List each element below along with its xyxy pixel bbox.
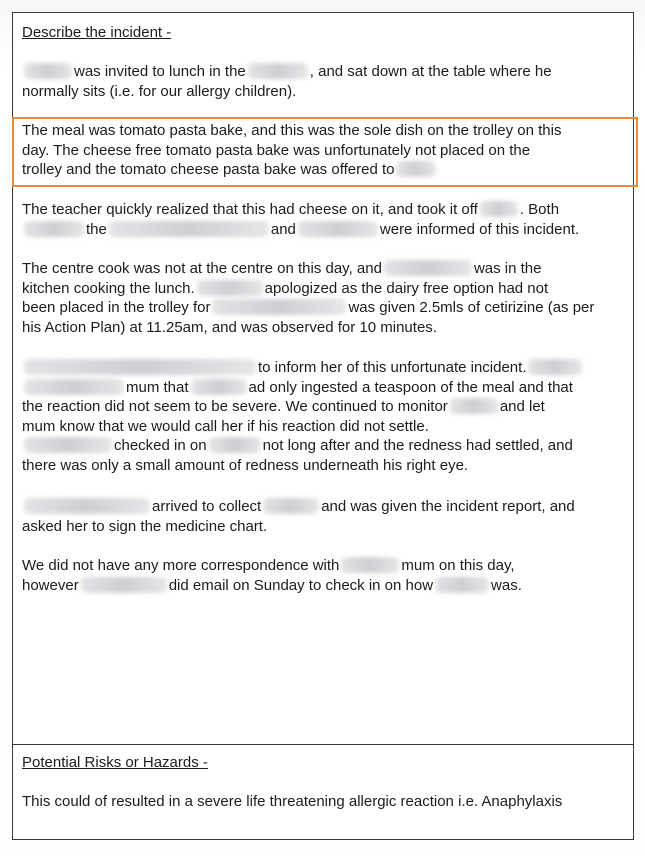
- text-segment: day. The cheese free tomato pasta bake was unfortunately not placed on the: [22, 141, 531, 159]
- text-segment: arrived to collect: [152, 498, 262, 515]
- redaction-blur: [24, 498, 150, 514]
- redaction-blur: [450, 398, 498, 414]
- text-line: [22, 378, 626, 398]
- text-segment: , and sat down at the table where he: [309, 63, 552, 80]
- text-segment: not long after and the redness had settled, and: [262, 437, 573, 454]
- text-segment: and let: [499, 398, 545, 415]
- redaction-blur: [109, 221, 269, 237]
- redaction-blur: [209, 437, 261, 453]
- redaction-blur: [191, 379, 247, 395]
- text-line: [22, 497, 626, 517]
- text-line: [22, 259, 626, 279]
- text-segment: to inform her of this unfortunate incident.: [258, 359, 527, 376]
- redaction-blur: [24, 379, 124, 395]
- highlight-annotation-box: [12, 117, 638, 187]
- redaction-blur: [341, 557, 399, 573]
- text-segment: did email on Sunday to check in on how: [168, 576, 434, 594]
- redaction-blur: [248, 63, 308, 79]
- text-line: [22, 279, 626, 299]
- text-line: [22, 576, 626, 596]
- text-segment: normally sits (i.e. for our allergy children).: [22, 82, 297, 100]
- paragraph-parent-contact: [22, 358, 626, 475]
- redaction-blur: [81, 577, 167, 593]
- text-segment: The teacher quickly realized that this had cheese on it, and took it off: [22, 201, 478, 218]
- text-segment: his Action Plan) at 11.25am, and was observed for 10 minutes.: [22, 318, 437, 336]
- paragraph-risk-statement: [22, 792, 626, 812]
- redaction-blur: [263, 498, 319, 514]
- text-segment: been placed in the trolley for: [22, 299, 211, 316]
- paragraph-collection: [22, 497, 626, 536]
- text-segment: . Both: [519, 201, 560, 218]
- text-segment: were informed of this incident.: [379, 220, 580, 238]
- text-segment: however: [22, 576, 79, 594]
- text-segment: the reaction did not seem to be severe. We continued to monitor: [22, 398, 448, 415]
- text-line: [22, 556, 626, 576]
- text-line: [22, 436, 626, 456]
- text-segment: was invited to lunch in the: [74, 63, 246, 80]
- text-segment: apologized as the dairy free option had not: [264, 279, 549, 297]
- paragraph-centre-cook: [22, 259, 626, 337]
- redaction-blur: [24, 221, 84, 237]
- text-segment: was.: [491, 576, 522, 594]
- text-line: [22, 517, 626, 537]
- redaction-blur: [435, 577, 489, 593]
- redaction-blur: [24, 437, 112, 453]
- text-segment: trolley and the tomato cheese pasta bake was offered to: [22, 161, 395, 178]
- text-line: [22, 397, 626, 417]
- text-segment: kitchen cooking the lunch.: [22, 279, 195, 297]
- text-line: [22, 792, 626, 812]
- text-line: [22, 417, 626, 437]
- text-segment: mum that: [126, 378, 189, 396]
- text-line: [22, 82, 626, 102]
- text-line: [22, 456, 626, 476]
- text-segment: and was given the incident report, and: [321, 498, 575, 515]
- text-line: [22, 62, 626, 82]
- paragraph-lunch-invite: [22, 62, 626, 101]
- text-line: [22, 220, 626, 240]
- text-segment: mum know that we would call her if his reaction did not settle.: [22, 417, 429, 435]
- text-segment: was given 2.5mls of cetirizine (as per: [348, 299, 595, 316]
- text-segment: there was only a small amount of redness underneath his right eye.: [22, 456, 469, 474]
- redaction-blur: [212, 299, 346, 315]
- text-segment: and: [270, 220, 296, 238]
- redaction-blur: [24, 63, 72, 79]
- text-line: [22, 200, 626, 220]
- section-divider: [12, 744, 634, 745]
- text-segment: The centre cook was not at the centre on this day, and: [22, 260, 382, 277]
- redaction-blur: [384, 260, 472, 276]
- redaction-blur: [480, 201, 518, 217]
- section-heading-describe-incident: Describe the incident -: [22, 24, 172, 41]
- redaction-blur: [298, 221, 378, 237]
- text-line: [22, 318, 626, 338]
- text-segment: The meal was tomato pasta bake, and this was the sole dish on the trolley on this: [22, 122, 562, 139]
- text-segment: mum on this day,: [401, 557, 515, 574]
- text-segment: This could of resulted in a severe life threatening allergic reaction i.e. Anaphylaxis: [22, 793, 563, 810]
- text-segment: was in the: [473, 260, 542, 277]
- paragraph-teacher-response: [22, 200, 626, 239]
- text-segment: We did not have any more correspondence with: [22, 557, 340, 574]
- redaction-blur: [24, 359, 256, 375]
- text-segment: the: [86, 220, 107, 238]
- redaction-blur: [197, 280, 263, 296]
- text-line: [22, 358, 626, 378]
- text-line: [22, 298, 626, 318]
- text-segment: checked in on: [114, 437, 207, 454]
- text-segment: asked her to sign the medicine chart.: [22, 517, 268, 535]
- section-heading-potential-risks: Potential Risks or Hazards -: [22, 754, 208, 771]
- redaction-blur: [528, 359, 582, 375]
- text-segment: ad only ingested a teaspoon of the meal and that: [248, 378, 573, 396]
- paragraph-correspondence: [22, 556, 626, 595]
